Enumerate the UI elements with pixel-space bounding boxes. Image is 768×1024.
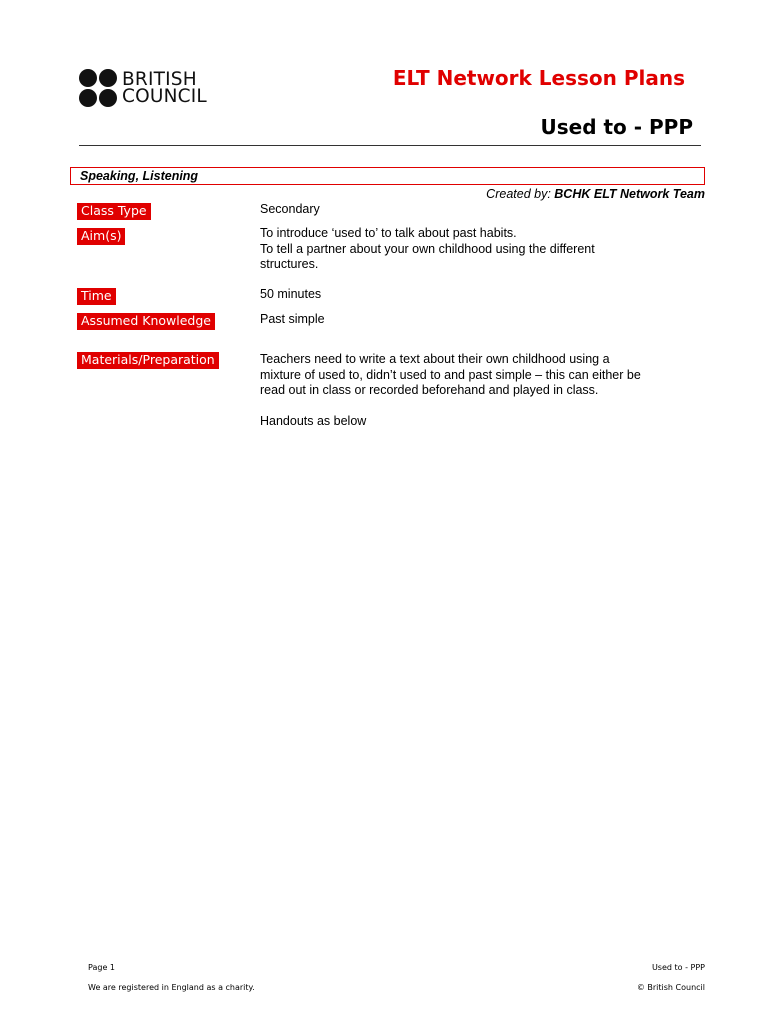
aims-line-1: To introduce ‘used to’ to talk about past habits. [260, 226, 517, 240]
created-by-label: Created by: [486, 187, 551, 201]
label-materials-preparation: Materials/Preparation [77, 352, 219, 369]
materials-line-3: read out in class or recorded beforehand and played in class. [260, 383, 599, 397]
label-aims: Aim(s) [77, 228, 125, 245]
value-aims [260, 226, 595, 273]
footer-doc-title: Used to - PPP [651, 963, 705, 972]
created-by [380, 187, 705, 201]
materials-line-4: Handouts as below [260, 413, 367, 428]
created-by-value: BCHK ELT Network Team [554, 187, 705, 201]
skills-text: Speaking, Listening [80, 169, 199, 183]
logo-line-2: COUNCIL [122, 86, 207, 107]
header-divider [79, 145, 701, 146]
logo-line-1: BRITISH [122, 69, 197, 90]
materials-line-2: mixture of used to, didn’t used to and past simple – this can either be [260, 367, 641, 382]
logo-wordmark [122, 71, 207, 105]
footer-page-number: Page 1 [88, 963, 115, 972]
value-assumed-knowledge: Past simple [260, 312, 325, 326]
materials-line-1: Teachers need to write a text about their own childhood using a [260, 352, 610, 366]
aims-line-3: structures. [260, 257, 319, 271]
value-time: 50 minutes [260, 287, 322, 301]
value-class-type: Secondary [260, 202, 320, 216]
document-title: Used to - PPP [540, 115, 693, 139]
aims-line-2: To tell a partner about your own childhood using the different [260, 241, 595, 256]
footer-charity: We are registered in England as a charity. [88, 983, 255, 992]
value-materials-preparation [260, 352, 641, 429]
label-time: Time [77, 288, 116, 305]
label-class-type: Class Type [77, 203, 151, 220]
series-title: ELT Network Lesson Plans [392, 66, 685, 90]
footer-copyright: © British Council [636, 983, 705, 992]
logo-dots-icon [79, 69, 117, 107]
label-assumed-knowledge: Assumed Knowledge [77, 313, 215, 330]
british-council-logo [79, 69, 207, 107]
